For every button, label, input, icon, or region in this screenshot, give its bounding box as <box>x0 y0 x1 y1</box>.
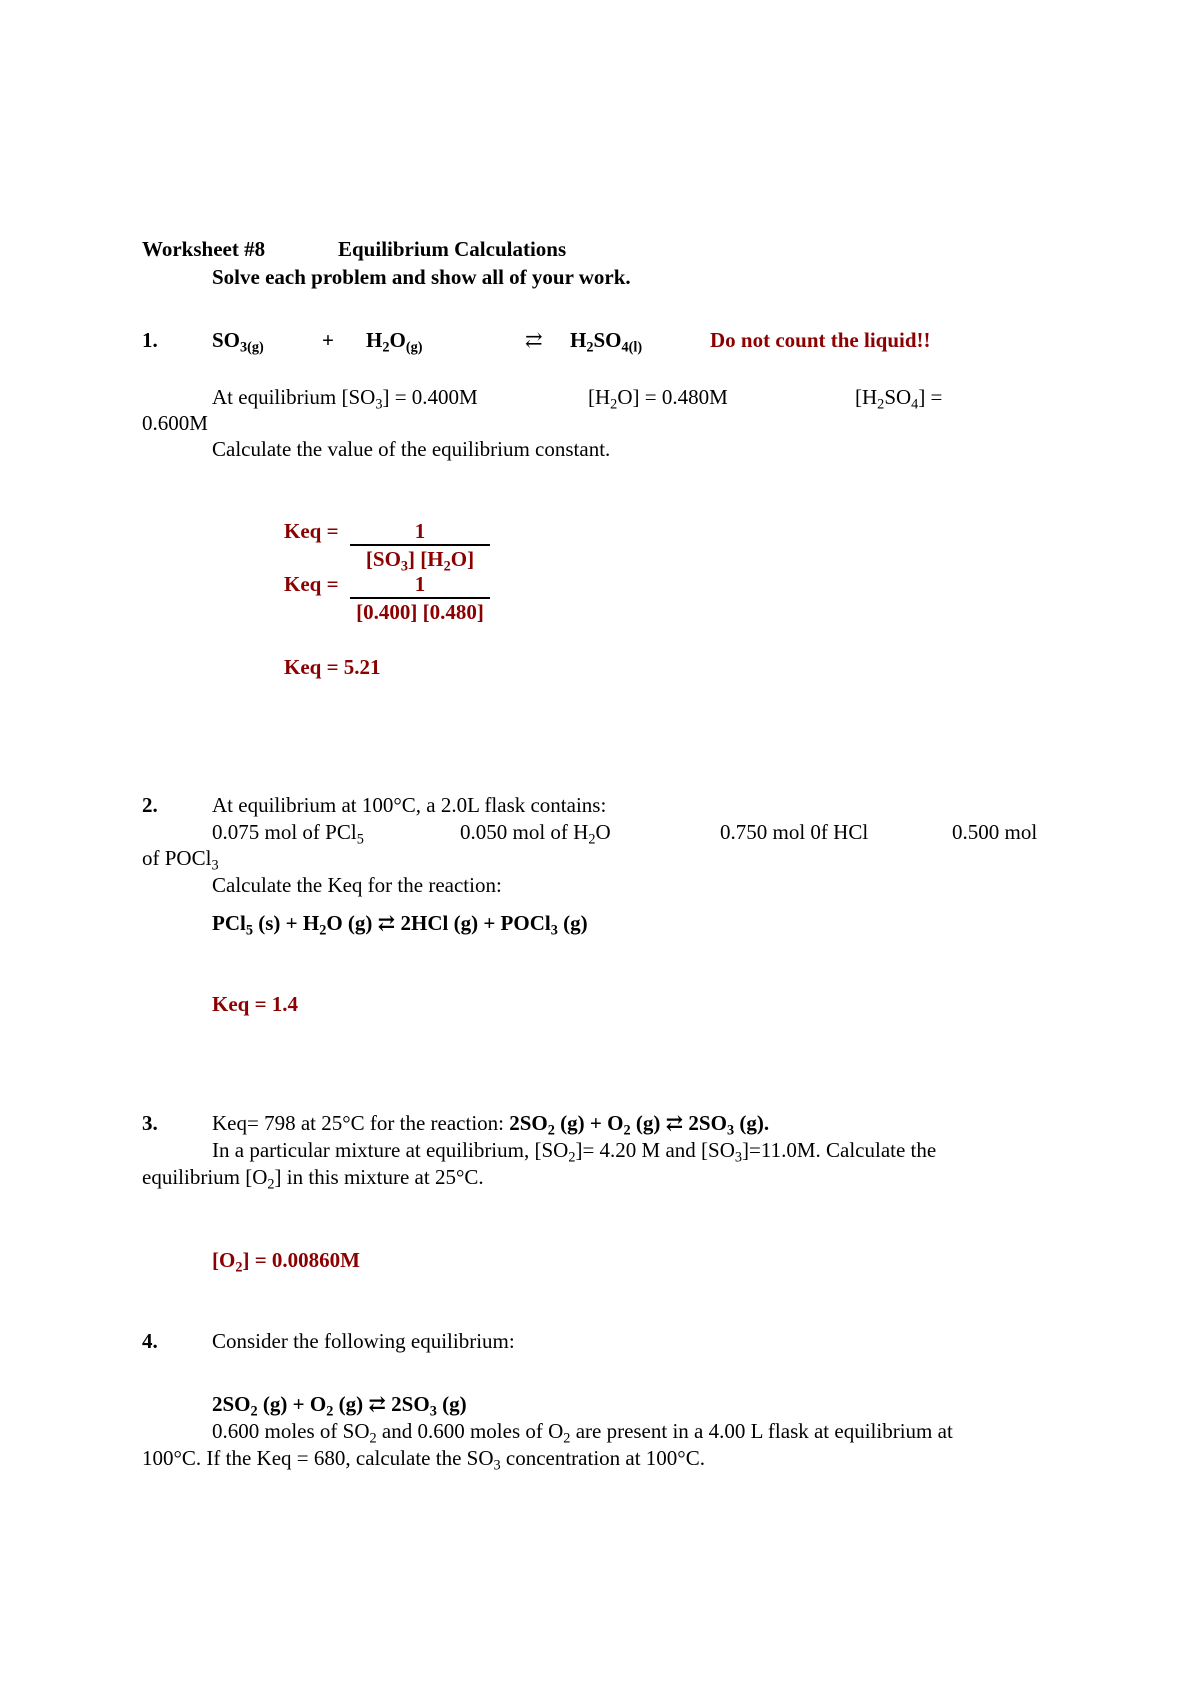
q1-h2so4-value-wrap: 0.600M <box>142 411 208 435</box>
q1-plus: + <box>322 328 334 352</box>
q2-intro: At equilibrium at 100°C, a 2.0L flask contains: <box>212 793 607 817</box>
q1-fraction-2-numerator: 1 <box>350 571 490 599</box>
q4-line-1: 0.600 moles of $SO_2$ and 0.600 moles of $O_2$ are present in a 4.00 L flask at equilibrium at <box>212 1419 953 1447</box>
q1-fraction-2-denominator: [0.400] [0.480] <box>356 600 484 624</box>
q3-number: 3. <box>142 1111 158 1135</box>
q2-task: Calculate the Keq for the reaction: <box>212 873 502 897</box>
q2-number: 2. <box>142 793 158 817</box>
q1-task: Calculate the value of the equilibrium constant. <box>212 437 611 461</box>
q1-keq-label-2: Keq = <box>284 572 339 596</box>
q4-number: 4. <box>142 1329 158 1353</box>
q2-answer: Keq = 1.4 <box>212 992 299 1016</box>
q1-fraction-1-denominator: $[SO_3]$ $[H_2O]$ <box>365 547 475 575</box>
q2-item-pocl3: 0.500 mol <box>952 820 1038 844</box>
q1-reactant-1: $SO_{3(g)}$ <box>212 328 264 356</box>
q1-note: Do not count the liquid!! <box>710 328 931 352</box>
q1-product: $H_2SO_{4(l)}$ <box>570 328 643 356</box>
q3-line-1: Keq= 798 at 25°C for the reaction: $2SO_2$ $(g) + O_2$ (g) ⇄ $2SO_3$ (g). <box>212 1111 770 1139</box>
q4-line-2: 100°C. If the Keq = 680, calculate the $SO_3$ concentration at 100°C. <box>142 1446 705 1474</box>
worksheet-title: Equilibrium Calculations <box>338 237 567 261</box>
q1-answer: Keq = 5.21 <box>284 655 381 679</box>
q1-keq-fraction-2 <box>350 571 490 625</box>
q1-h2so4-concentration: $[H_2SO_4]$ = <box>855 385 943 413</box>
worksheet-number: Worksheet #8 <box>142 237 266 261</box>
q2-item-pcl5: 0.075 mol of PCl$_5$ <box>212 820 364 848</box>
q3-answer: $[O_2] = 0.00860M$ <box>212 1248 360 1276</box>
q3-reaction: $2SO_2$ $(g) + O_2$ (g) ⇄ $2SO_3$ (g). <box>509 1111 770 1139</box>
q1-so3-concentration: At equilibrium $[SO_3] = 0.400M$ <box>212 385 478 413</box>
q1-fraction-1-numerator: 1 <box>350 518 490 546</box>
q2-item-h2o: 0.050 mol of $H_2O$ <box>460 820 611 848</box>
q2-reaction: PCl$_5$ $(s) + H_2O$ (g) ⇄ 2HCl (g) + POCl$_3$ (g) <box>212 911 588 939</box>
q2-item-pocl3-wrap: of POCl$_3$ <box>142 846 219 874</box>
q4-reaction: $2SO_2$ $(g) + O_2$ (g) ⇄ $2SO_3$ (g) <box>212 1392 467 1420</box>
q1-keq-fraction-1 <box>350 518 490 575</box>
q3-line-2: In a particular mixture at equilibrium, $[SO_2]= 4.20$ M and $[SO_3]=11.0M$. Calculate the <box>212 1138 937 1166</box>
q4-intro: Consider the following equilibrium: <box>212 1329 515 1353</box>
worksheet-instructions: Solve each problem and show all of your work. <box>212 265 631 289</box>
q2-item-hcl: 0.750 mol 0f HCl <box>720 820 869 844</box>
q1-equilibrium-arrow: ⇄ <box>525 328 543 352</box>
q1-h2o-concentration: $[H_2O] = 0.480M$ <box>588 385 728 413</box>
q1-reactant-2: $H_2O_{(g)}$ <box>366 328 423 356</box>
q1-keq-label-1: Keq = <box>284 519 339 543</box>
q3-line-3: equilibrium $[O_2]$ in this mixture at 25°C. <box>142 1165 484 1193</box>
q1-number: 1. <box>142 328 158 352</box>
